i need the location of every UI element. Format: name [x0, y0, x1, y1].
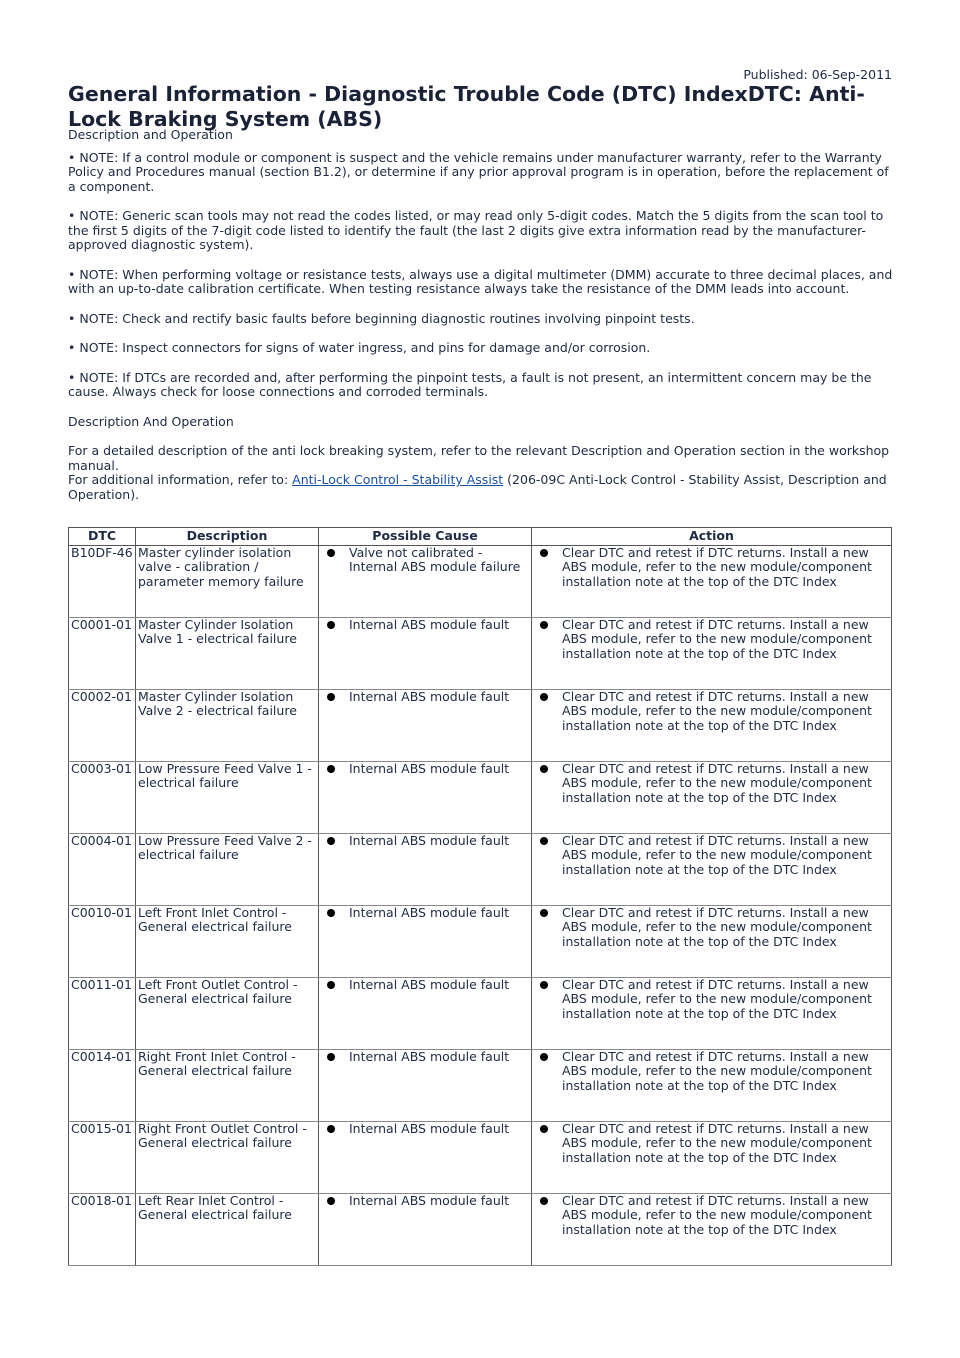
header-description: Description: [136, 528, 319, 546]
note-connectors: • NOTE: Inspect connectors for signs of water ingress, and pins for damage and/or corrosion.: [68, 340, 651, 355]
dtc-description: Low Pressure Feed Valve 2 - electrical failure: [136, 833, 319, 905]
reference-suffix: (206-09C Anti-Lock Control - Stability Assist, Description and Operation).: [68, 472, 887, 502]
action-text: Clear DTC and retest if DTC returns. Install a new ABS module, refer to the new module/component installation note at the top of the DTC Index: [562, 1192, 872, 1237]
possible-cause-text: Internal ABS module fault: [349, 760, 510, 776]
bullet-icon: [327, 909, 335, 917]
dtc-description: Master Cylinder Isolation Valve 1 - electrical failure: [136, 617, 319, 689]
note-basic-faults: • NOTE: Check and rectify basic faults before beginning diagnostic routines involving pinpoint tests.: [68, 310, 695, 326]
reference-link[interactable]: Anti-Lock Control - Stability Assist: [292, 472, 504, 487]
action-text: Clear DTC and retest if DTC returns. Install a new ABS module, refer to the new module/component installation note at the top of the DTC Index: [562, 688, 872, 733]
action-text: Clear DTC and retest if DTC returns. Install a new ABS module, refer to the new module/component installation note at the top of the DTC Index: [562, 760, 872, 805]
section-heading: Description and Operation: [68, 127, 233, 142]
action-text: Clear DTC and retest if DTC returns. Install a new ABS module, refer to the new module/component installation note at the top of the DTC Index: [562, 616, 872, 661]
table-row: [69, 977, 892, 1049]
action: [532, 905, 892, 977]
header-action: Action: [532, 528, 892, 546]
bullet-icon: [540, 621, 548, 629]
dtc-description: Right Front Outlet Control - General electrical failure: [136, 1121, 319, 1193]
dtc-code: C0003-01: [69, 761, 136, 833]
dtc-code: C0011-01: [69, 977, 136, 1049]
dtc-code: C0004-01: [69, 833, 136, 905]
bullet-icon: [540, 693, 548, 701]
note-warranty: • NOTE: If a control module or component is suspect and the vehicle remains under manufacturer warranty, refer to the Warranty Policy and Procedures manual (section B1.2), or determine if any prior approval program is in operation, before the replacement of a component.: [68, 149, 889, 194]
possible-cause-text: Internal ABS module fault: [349, 688, 510, 704]
action: [532, 833, 892, 905]
note-intermittent: • NOTE: If DTCs are recorded and, after performing the pinpoint tests, a fault is not present, an intermittent concern may be the cause. Always check for loose connections and corroded terminals.: [68, 369, 872, 399]
bullet-icon: [327, 693, 335, 701]
action: [532, 1193, 892, 1265]
bullet-icon: [540, 837, 548, 845]
published-date: Published: 06-Sep-2011: [743, 67, 892, 82]
possible-cause-text: Valve not calibrated - Internal ABS module failure: [349, 544, 521, 574]
action: [532, 761, 892, 833]
table-row: [69, 833, 892, 905]
action-text: Clear DTC and retest if DTC returns. Install a new ABS module, refer to the new module/component installation note at the top of the DTC Index: [562, 832, 872, 877]
possible-cause-text: Internal ABS module fault: [349, 904, 510, 920]
action-text: Clear DTC and retest if DTC returns. Install a new ABS module, refer to the new module/component installation note at the top of the DTC Index: [562, 1120, 872, 1165]
action-text: Clear DTC and retest if DTC returns. Install a new ABS module, refer to the new module/component installation note at the top of the DTC Index: [562, 904, 872, 949]
table-body: [69, 545, 892, 1265]
table-row: [69, 1049, 892, 1121]
dtc-description: Left Front Inlet Control - General electrical failure: [136, 905, 319, 977]
dtc-description: Master Cylinder Isolation Valve 2 - electrical failure: [136, 689, 319, 761]
description-paragraph: For a detailed description of the anti lock breaking system, refer to the relevant Description and Operation section in the workshop manual.: [68, 443, 890, 473]
bullet-icon: [540, 1053, 548, 1061]
dtc-code: B10DF-46: [69, 545, 136, 617]
action-text: Clear DTC and retest if DTC returns. Install a new ABS module, refer to the new module/component installation note at the top of the DTC Index: [562, 544, 872, 589]
bullet-icon: [327, 549, 335, 557]
possible-cause: [319, 1193, 532, 1265]
bullet-icon: [540, 909, 548, 917]
note-multimeter: • NOTE: When performing voltage or resistance tests, always use a digital multimeter (DMM) accurate to three decimal places, and with an up-to-date calibration certificate. When testing resistance always take the resistance of the DMM leads into account.: [68, 266, 893, 296]
possible-cause: [319, 761, 532, 833]
dtc-code: C0002-01: [69, 689, 136, 761]
dtc-description: Master cylinder isolation valve - calibration / parameter memory failure: [136, 545, 319, 617]
table-row: [69, 617, 892, 689]
dtc-table: [68, 527, 892, 1266]
possible-cause: [319, 545, 532, 617]
dtc-code: C0001-01: [69, 617, 136, 689]
action: [532, 1049, 892, 1121]
possible-cause-text: Internal ABS module fault: [349, 616, 510, 632]
table-row: [69, 1193, 892, 1265]
possible-cause-text: Internal ABS module fault: [349, 1048, 510, 1064]
action: [532, 689, 892, 761]
table-row: [69, 689, 892, 761]
bullet-icon: [540, 765, 548, 773]
action-text: Clear DTC and retest if DTC returns. Install a new ABS module, refer to the new module/component installation note at the top of the DTC Index: [562, 1048, 872, 1093]
dtc-code: C0010-01: [69, 905, 136, 977]
intro-section: [68, 128, 894, 517]
possible-cause-text: Internal ABS module fault: [349, 976, 510, 992]
bullet-icon: [327, 1197, 335, 1205]
dtc-description: Low Pressure Feed Valve 1 - electrical failure: [136, 761, 319, 833]
page-title: General Information - Diagnostic Trouble Code (DTC) IndexDTC: Anti-Lock Braking System (ABS): [68, 82, 865, 131]
bullet-icon: [540, 981, 548, 989]
reference-prefix: For additional information, refer to:: [68, 472, 293, 487]
bullet-icon: [540, 1125, 548, 1133]
table-row: [69, 545, 892, 617]
possible-cause: [319, 977, 532, 1049]
note-scan-tools: • NOTE: Generic scan tools may not read the codes listed, or may read only 5-digit codes. Match the 5 digits from the scan tool to the first 5 digits of the 7-digit code listed to identify the fault (the last 2 digits give extra information read by the manufacturer-approved diagnostic system).: [68, 208, 884, 252]
possible-cause-text: Internal ABS module fault: [349, 832, 510, 848]
bullet-icon: [327, 1053, 335, 1061]
bullet-icon: [540, 1197, 548, 1205]
table-row: [69, 905, 892, 977]
dtc-description: Left Rear Inlet Control - General electrical failure: [136, 1193, 319, 1265]
dtc-description: Left Front Outlet Control - General electrical failure: [136, 977, 319, 1049]
possible-cause-text: Internal ABS module fault: [349, 1120, 510, 1136]
bullet-icon: [540, 549, 548, 557]
header-possible-cause: Possible Cause: [319, 528, 532, 546]
bullet-icon: [327, 981, 335, 989]
header-dtc: DTC: [69, 528, 136, 546]
possible-cause: [319, 905, 532, 977]
possible-cause: [319, 1121, 532, 1193]
dtc-code: C0018-01: [69, 1193, 136, 1265]
possible-cause: [319, 833, 532, 905]
action: [532, 545, 892, 617]
dtc-description: Right Front Inlet Control - General electrical failure: [136, 1049, 319, 1121]
action: [532, 977, 892, 1049]
action: [532, 1121, 892, 1193]
possible-cause-text: Internal ABS module fault: [349, 1192, 510, 1208]
bullet-icon: [327, 837, 335, 845]
reference-paragraph: [68, 473, 894, 502]
bullet-icon: [327, 621, 335, 629]
action: [532, 617, 892, 689]
dtc-code: C0014-01: [69, 1049, 136, 1121]
possible-cause: [319, 617, 532, 689]
dtc-code: C0015-01: [69, 1121, 136, 1193]
table-row: [69, 761, 892, 833]
bullet-icon: [327, 1125, 335, 1133]
possible-cause: [319, 689, 532, 761]
section-heading-2: Description And Operation: [68, 413, 234, 429]
action-text: Clear DTC and retest if DTC returns. Install a new ABS module, refer to the new module/component installation note at the top of the DTC Index: [562, 976, 872, 1021]
table-header-row: [69, 528, 892, 546]
bullet-icon: [327, 765, 335, 773]
table-row: [69, 1121, 892, 1193]
possible-cause: [319, 1049, 532, 1121]
